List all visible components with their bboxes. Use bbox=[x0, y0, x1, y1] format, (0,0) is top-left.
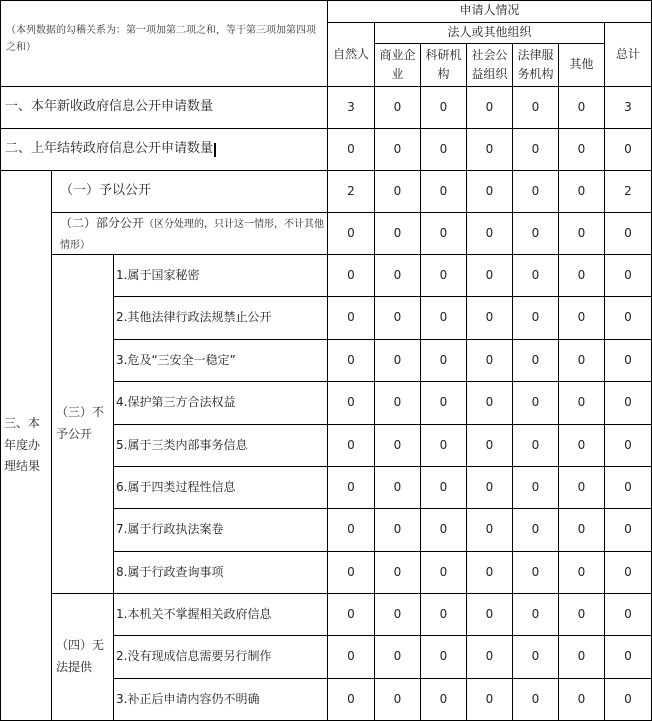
value-total: 3 bbox=[605, 87, 652, 129]
value-social: 0 bbox=[467, 129, 513, 171]
value-other: 0 bbox=[559, 552, 605, 594]
value-social: 0 bbox=[467, 425, 513, 467]
value-natural: 2 bbox=[328, 171, 375, 213]
value-business: 0 bbox=[375, 255, 421, 297]
value-research: 0 bbox=[421, 594, 467, 636]
text-cursor bbox=[214, 143, 216, 157]
value-natural: 0 bbox=[328, 425, 375, 467]
value-total: 0 bbox=[605, 679, 652, 721]
value-legal-service: 0 bbox=[513, 594, 559, 636]
value-other: 0 bbox=[559, 636, 605, 678]
value-total: 0 bbox=[605, 255, 652, 297]
value-total: 0 bbox=[605, 340, 652, 382]
value-legal-service: 0 bbox=[513, 255, 559, 297]
value-business: 0 bbox=[375, 636, 421, 678]
value-other: 0 bbox=[559, 467, 605, 509]
value-business: 0 bbox=[375, 340, 421, 382]
value-research: 0 bbox=[421, 171, 467, 213]
value-social: 0 bbox=[467, 297, 513, 339]
item-label: 3.危及“三安全一稳定” bbox=[114, 340, 328, 382]
value-legal-service: 0 bbox=[513, 425, 559, 467]
value-business: 0 bbox=[375, 382, 421, 424]
p3-group-label: （三）不予公开 bbox=[52, 255, 114, 594]
item-label: 2.其他法律行政法规禁止公开 bbox=[114, 297, 328, 339]
value-social: 0 bbox=[467, 340, 513, 382]
value-total: 0 bbox=[605, 594, 652, 636]
item-label: 5.属于三类内部事务信息 bbox=[114, 425, 328, 467]
item-label: 1.属于国家秘密 bbox=[114, 255, 328, 297]
header-business: 商业企业 bbox=[375, 44, 421, 87]
value-natural: 0 bbox=[328, 255, 375, 297]
p2-label-text: （二）部分公开 bbox=[60, 216, 145, 231]
value-research: 0 bbox=[421, 297, 467, 339]
value-legal-service: 0 bbox=[513, 552, 559, 594]
value-social: 0 bbox=[467, 382, 513, 424]
value-other: 0 bbox=[559, 129, 605, 171]
value-business: 0 bbox=[375, 552, 421, 594]
value-business: 0 bbox=[375, 425, 421, 467]
value-natural: 0 bbox=[328, 297, 375, 339]
row2-label bbox=[0, 129, 328, 171]
value-legal-service: 0 bbox=[513, 87, 559, 129]
value-other: 0 bbox=[559, 255, 605, 297]
value-natural: 0 bbox=[328, 382, 375, 424]
value-business: 0 bbox=[375, 87, 421, 129]
value-legal-service: 0 bbox=[513, 679, 559, 721]
value-other: 0 bbox=[559, 594, 605, 636]
value-other: 0 bbox=[559, 382, 605, 424]
p1-label: （一）予以公开 bbox=[52, 171, 328, 213]
value-other: 0 bbox=[559, 425, 605, 467]
header-research: 科研机构 bbox=[421, 44, 467, 87]
value-business: 0 bbox=[375, 297, 421, 339]
value-business: 0 bbox=[375, 171, 421, 213]
header-legal-service: 法律服务机构 bbox=[513, 44, 559, 87]
value-other: 0 bbox=[559, 213, 605, 255]
value-legal-service: 0 bbox=[513, 171, 559, 213]
header-social: 社会公益组织 bbox=[467, 44, 513, 87]
value-legal-service: 0 bbox=[513, 213, 559, 255]
value-natural: 0 bbox=[328, 594, 375, 636]
value-business: 0 bbox=[375, 467, 421, 509]
value-natural: 3 bbox=[328, 87, 375, 129]
value-legal-service: 0 bbox=[513, 297, 559, 339]
value-research: 0 bbox=[421, 679, 467, 721]
item-label: 2.没有现成信息需要另行制作 bbox=[114, 636, 328, 678]
item-label: 1.本机关不掌握相关政府信息 bbox=[114, 594, 328, 636]
value-social: 0 bbox=[467, 679, 513, 721]
value-natural: 0 bbox=[328, 509, 375, 551]
value-research: 0 bbox=[421, 636, 467, 678]
p4-group-label: （四）无法提供 bbox=[52, 594, 114, 721]
row2-label-text: 二、上年结转政府信息公开申请数量 bbox=[5, 141, 214, 157]
value-other: 0 bbox=[559, 509, 605, 551]
value-total: 0 bbox=[605, 425, 652, 467]
value-legal-service: 0 bbox=[513, 467, 559, 509]
value-research: 0 bbox=[421, 425, 467, 467]
value-research: 0 bbox=[421, 382, 467, 424]
value-natural: 0 bbox=[328, 552, 375, 594]
value-other: 0 bbox=[559, 87, 605, 129]
value-social: 0 bbox=[467, 255, 513, 297]
header-natural: 自然人 bbox=[328, 23, 375, 87]
value-total: 0 bbox=[605, 552, 652, 594]
value-research: 0 bbox=[421, 467, 467, 509]
value-legal-service: 0 bbox=[513, 129, 559, 171]
value-social: 0 bbox=[467, 87, 513, 129]
value-natural: 0 bbox=[328, 129, 375, 171]
value-total: 2 bbox=[605, 171, 652, 213]
value-research: 0 bbox=[421, 129, 467, 171]
value-legal-service: 0 bbox=[513, 340, 559, 382]
value-total: 0 bbox=[605, 129, 652, 171]
value-natural: 0 bbox=[328, 679, 375, 721]
value-total: 0 bbox=[605, 467, 652, 509]
value-research: 0 bbox=[421, 552, 467, 594]
value-research: 0 bbox=[421, 213, 467, 255]
value-business: 0 bbox=[375, 129, 421, 171]
value-total: 0 bbox=[605, 213, 652, 255]
value-social: 0 bbox=[467, 636, 513, 678]
value-other: 0 bbox=[559, 171, 605, 213]
header-note: （本列数据的勾稽关系为：第一项加第二项之和，等于第三项加第四项之和） bbox=[0, 0, 328, 87]
header-legal-group: 法人或其他组织 bbox=[375, 23, 605, 44]
value-total: 0 bbox=[605, 297, 652, 339]
value-total: 0 bbox=[605, 509, 652, 551]
value-social: 0 bbox=[467, 594, 513, 636]
value-business: 0 bbox=[375, 679, 421, 721]
value-legal-service: 0 bbox=[513, 636, 559, 678]
item-label: 4.保护第三方合法权益 bbox=[114, 382, 328, 424]
value-research: 0 bbox=[421, 255, 467, 297]
item-label: 8.属于行政查询事项 bbox=[114, 552, 328, 594]
value-business: 0 bbox=[375, 509, 421, 551]
value-business: 0 bbox=[375, 594, 421, 636]
value-legal-service: 0 bbox=[513, 382, 559, 424]
value-research: 0 bbox=[421, 87, 467, 129]
value-legal-service: 0 bbox=[513, 509, 559, 551]
value-other: 0 bbox=[559, 340, 605, 382]
header-other: 其他 bbox=[559, 44, 605, 87]
value-social: 0 bbox=[467, 509, 513, 551]
p2-label bbox=[52, 213, 328, 255]
header-applicant: 申请人情况 bbox=[328, 0, 652, 23]
item-label: 3.补正后申请内容仍不明确 bbox=[114, 679, 328, 721]
value-social: 0 bbox=[467, 552, 513, 594]
value-natural: 0 bbox=[328, 636, 375, 678]
value-social: 0 bbox=[467, 467, 513, 509]
value-social: 0 bbox=[467, 213, 513, 255]
p2-label-note: （区分处理的，只计这一情形，不计其他情形） bbox=[60, 219, 325, 251]
value-other: 0 bbox=[559, 679, 605, 721]
item-label: 7.属于行政执法案卷 bbox=[114, 509, 328, 551]
value-total: 0 bbox=[605, 382, 652, 424]
item-label: 6.属于四类过程性信息 bbox=[114, 467, 328, 509]
value-natural: 0 bbox=[328, 467, 375, 509]
value-social: 0 bbox=[467, 171, 513, 213]
header-total: 总计 bbox=[605, 23, 652, 87]
value-research: 0 bbox=[421, 340, 467, 382]
value-research: 0 bbox=[421, 509, 467, 551]
value-natural: 0 bbox=[328, 213, 375, 255]
value-other: 0 bbox=[559, 297, 605, 339]
value-natural: 0 bbox=[328, 340, 375, 382]
row3-group-label: 三、本年度办理结果 bbox=[0, 171, 52, 721]
value-total: 0 bbox=[605, 636, 652, 678]
value-business: 0 bbox=[375, 213, 421, 255]
p2-label-block bbox=[60, 213, 327, 254]
row1-label: 一、本年新收政府信息公开申请数量 bbox=[0, 87, 328, 129]
